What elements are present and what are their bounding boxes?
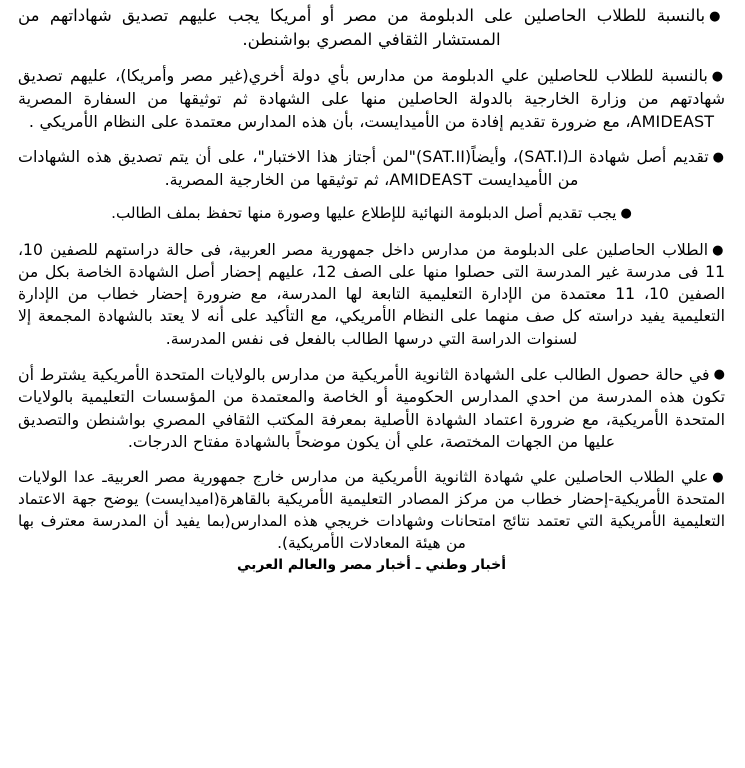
paragraph-text: علي الطلاب الحاصلين علي شهادة الثانوية الأمريكية من مدارس خارج جمهورية مصر العربيةـ عدا الولايات المتحدة الأمريكية-إحضار خطاب من مركز المصادر التعليمية الأمريكية بالقاهرة(اميدايست) يوضح جهة الاعتماد التعليمية الأمريكية التي تعتمد نتائج امتحانات وشهادات خريجي هذه المدارس(بما يفيد أن المدرسة معترف بها من هيئة المعادلات الأمريكية). bbox=[18, 468, 725, 553]
paragraph-diploma-inside-egypt bbox=[18, 239, 725, 350]
paragraph-text: يجب تقديم أصل الدبلومة النهائية للإطلاع عليها وصورة منها تحفظ بملف الطالب. bbox=[111, 204, 617, 223]
paragraph-diploma-other-country bbox=[18, 65, 725, 133]
paragraph-text: في حالة حصول الطالب على الشهادة الثانوية الأمريكية من مدارس بالولايات المتحدة الأمريكية يشترط أن تكون هذه المدرسة من احدي المدارس الحكومية أو الخاصة والمعتمدة من المؤسسات التعليمية بالولايات المتحدة الأمريكية، مع ضرورة اعتماد الشهادة الأصلية بمعرفة المكتب الثقافي المصري بواشنطن والتصديق عليها من الجهات المختصة، علي أن يكون موضحاً بالشهادة مفتاح الدرجات. bbox=[18, 364, 725, 451]
paragraph-text: بالنسبة للطلاب للحاصلين علي الدبلومة من مدارس بأي دولة أخري(غير مصر وأمريكا)، عليهم تصديق شهادتهم من وزارة الخارجية بالدولة الحاصلين منها على الشهادة ثم توثيقها من السفارة المصرية AMIDEAST، مع ضرورة تقديم إفادة من الأميدايست، بأن هذه المدارس معتمدة على النظام الأمريكي . bbox=[18, 66, 725, 131]
paragraph-original-final-diploma bbox=[18, 203, 725, 225]
paragraph-american-diploma-outside-egypt bbox=[18, 467, 725, 555]
bullet-icon: ● bbox=[713, 367, 726, 383]
paragraph-text: الطلاب الحاصلين على الدبلومة من مدارس داخل جمهورية مصر العربية، فى حالة دراستهم للصفين 10، 11 فى مدرسة غير المدرسة التى حصلوا منها على الصف 12، عليهم إحضار أصل الشهادة الخاصة بكل من الصفين 10، 11 معتمدة من الإدارة التعليمية التابعة لها المدرسة، مع ضرورة إحضار خطاب من الإدارة التعليمية يفيد دراسته كل صف منهما على النظام الأمريكي، مع التأكيد على أنه لا يعتد بالشهادة المجمعة إلا لسنوات الدراسة التي درسها الطالب بالفعل فى نفس المدرسة. bbox=[18, 241, 725, 348]
paragraph-sat-certificates bbox=[18, 146, 725, 191]
paragraph-text: بالنسبة للطلاب الحاصلين على الدبلومة من مصر أو أمريكا يجب عليهم تصديق شهاداتهم من المستشار الثقافي المصري بواشنطن. bbox=[18, 6, 706, 49]
bullet-icon: ● bbox=[712, 149, 725, 165]
paragraph-diploma-egypt-usa bbox=[18, 4, 725, 51]
bullet-icon: ● bbox=[712, 469, 726, 485]
bullet-icon: ● bbox=[620, 205, 632, 221]
bullet-icon: ● bbox=[709, 8, 726, 24]
footer-source-line: أخبار وطني ـ أخبار مصر والعالم العربي bbox=[236, 556, 507, 573]
bullet-icon: ● bbox=[711, 68, 725, 84]
bullet-icon: ● bbox=[712, 242, 726, 258]
paragraph-us-high-school-diploma bbox=[18, 364, 725, 454]
paragraph-text: تقديم أصل شهادة الـ(SAT.I)، وأيضاً(SAT.II)"لمن أجتاز هذا الاختبار"، على أن يتم تصديق هذه الشهادات من الأميدايست AMIDEAST، ثم توثيقها من الخارجية المصرية. bbox=[18, 147, 709, 189]
